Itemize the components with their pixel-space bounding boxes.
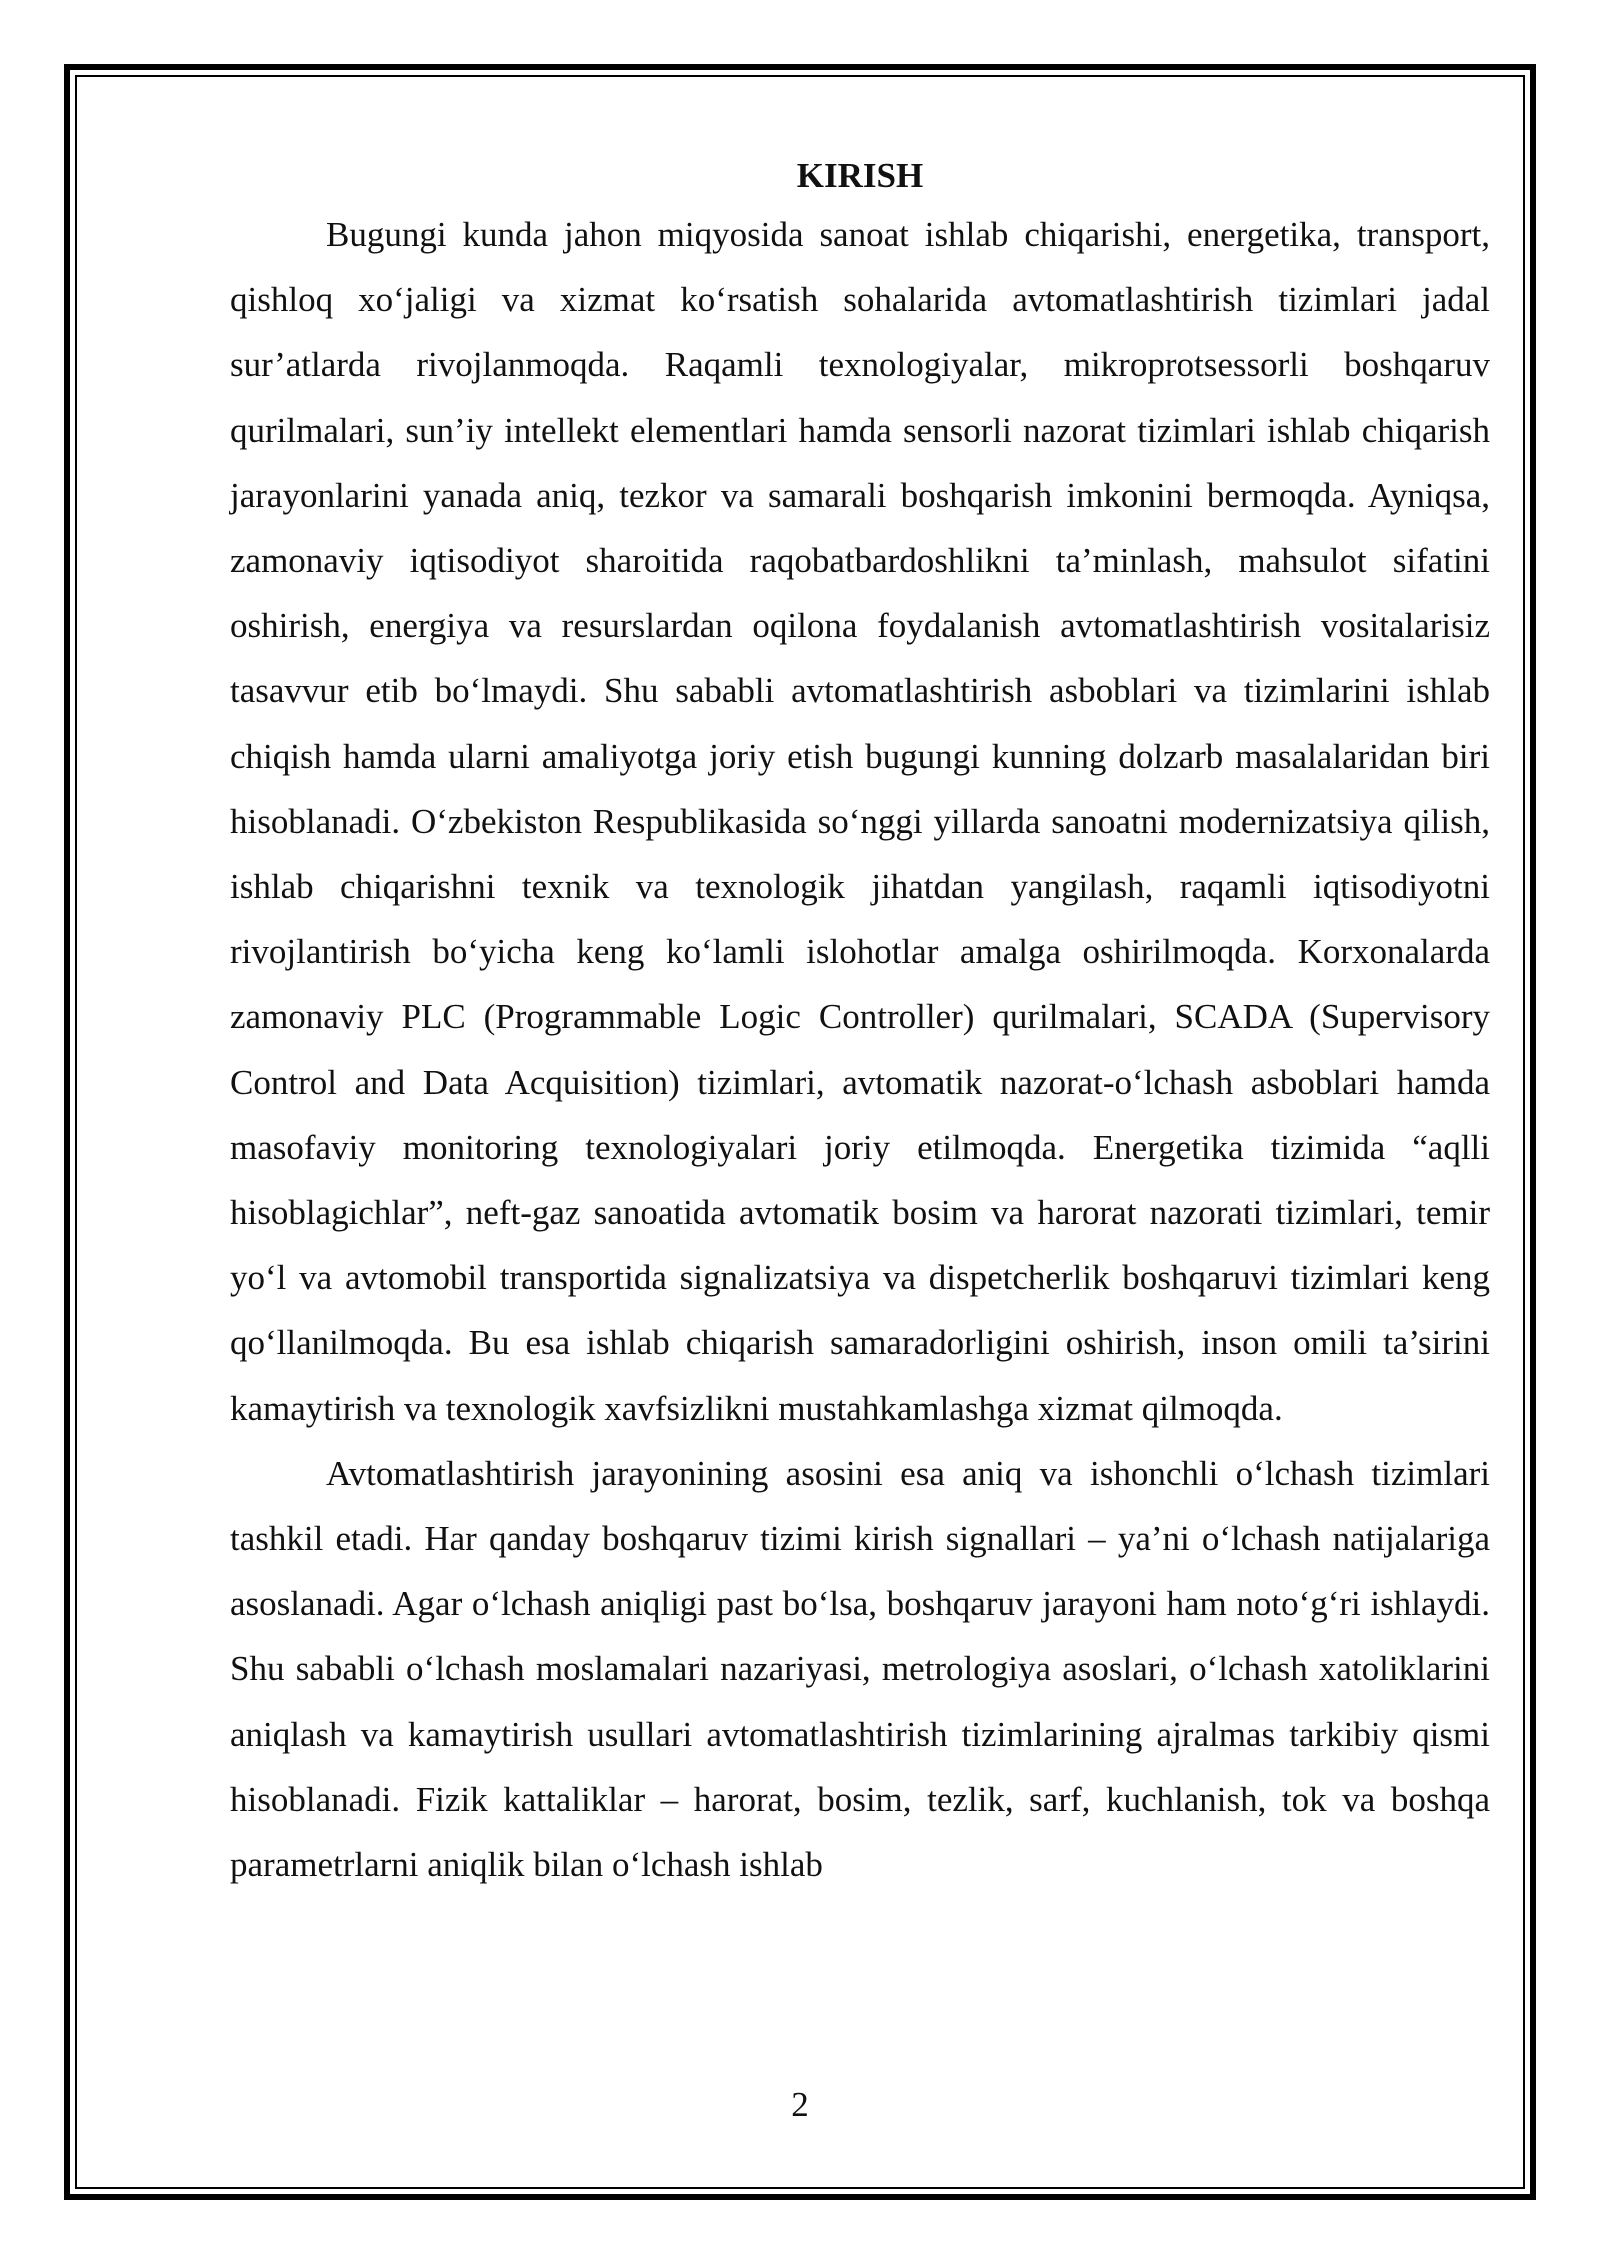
section-heading: KIRISH: [796, 156, 924, 195]
document-body: [230, 150, 1490, 1897]
paragraph-2: Avtomatlashtirish jarayonining asosini esa aniq va ishonchli o‘lchash tizimlari tashkil etadi. Har qanday boshqaruv tizimi kirish signallari – ya’ni o‘lchash natijalariga asoslanadi. Agar o‘lchash aniqligi past bo‘lsa, boshqaruv jarayoni ham noto‘g‘ri ishlaydi. Shu sababli o‘lchash moslamalari nazariyasi, metrologiya asoslari, o‘lchash xatoliklarini aniqlash va kamaytirish usullari avtomatlashtirish tizimlarining ajralmas tarkibiy qismi hisoblanadi. Fizik kattaliklar – harorat, bosim, tezlik, sarf, kuchlanish, tok va boshqa parametrlarni aniqlik bilan o‘lchash ishlab: [230, 1453, 1490, 1885]
page-number: 2: [791, 2085, 809, 2124]
paragraph-1: Bugungi kunda jahon miqyosida sanoat ishlab chiqarishi, energetika, transport, qishloq xo‘jaligi va xizmat ko‘rsatish sohalarida avtomatlashtirish tizimlari jadal sur’atlarda rivojlanmoqda. Raqamli texnologiyalar, mikroprotsessorli boshqaruv qurilmalari, sun’iy intellekt elementlari hamda sensorli nazorat tizimlari ishlab chiqarish jarayonlarini yanada aniq, tezkor va samarali boshqarish imkonini bermoqda. Ayniqsa, zamonaviy iqtisodiyot sharoitida raqobatbardoshlikni ta’minlash, mahsulot sifatini oshirish, energiya va resurslardan oqilona foydalanish avtomatlashtirish vositalarisiz tasavvur etib bo‘lmaydi. Shu sababli avtomatlashtirish asboblari va tizimlarini ishlab chiqish hamda ularni amaliyotga joriy etish bugungi kunning dolzarb masalalaridan biri hisoblanadi. O‘zbekiston Respublikasida so‘nggi yillarda sanoatni modernizatsiya qilish, ishlab chiqarishni texnik va texnologik jihatdan yangilash, raqamli iqtisodiyotni rivojlantirish bo‘yicha keng ko‘lamli islohotlar amalga oshirilmoqda. Korxonalarda zamonaviy PLC (Programmable Logic Controller) qurilmalari, SCADA (Supervisory Control and Data Acquisition) tizimlari, avtomatik nazorat-o‘lchash asboblari hamda masofaviy monitoring texnologiyalari joriy etilmoqda. Energetika tizimida “aqlli hisoblagichlar”, neft-gaz sanoatida avtomatik bosim va harorat nazorati tizimlari, temir yo‘l va avtomobil transportida signalizatsiya va dispetcherlik boshqaruvi tizimlari keng qo‘llanilmoqda. Bu esa ishlab chiqarish samaradorligini oshirish, inson omili ta’sirini kamaytirish va texnologik xavfsizlikni mustahkamlashga xizmat qilmoqda.: [230, 215, 1490, 1428]
